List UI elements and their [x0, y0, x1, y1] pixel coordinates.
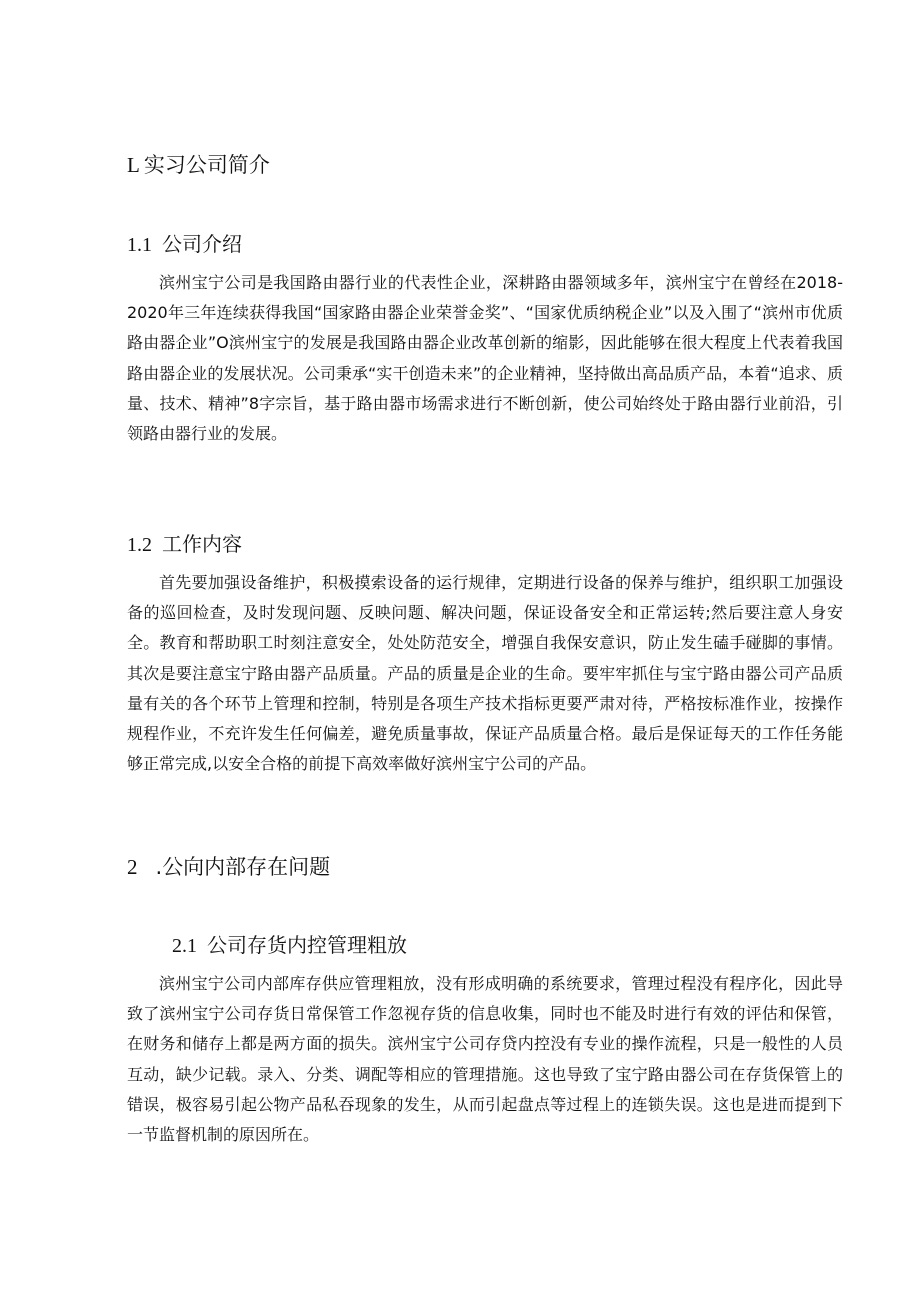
paragraph-work-content: 首先要加强设备维护，积极摸索设备的运行规律，定期进行设备的保养与维护，组织职工加强设备的巡回检查，及时发现问题、反映问题、解决问题，保证设备安全和正常运转;然后要注意人身安全。教育和帮助职工时刻注意安全，处处防范安全，增强自我保安意识，防止发生磕手碰脚的事情。其次是要注意宝宁路由器产品质量。产品的质量是企业的生命。要牢牢抓住与宝宁路由器公司产品质量有关的各个环节上管理和控制，特别是各项生产技术指标更要严肃对待，严格按标准作业，按操作规程作业，不充许发生任何偏差，避免质量事故，保证产品质量合格。最后是保证每天的工作任务能够正常完成,以安全合格的前提下高效率做好滨州宝宁公司的产品。	[127, 573, 843, 774]
section-heading-2	[127, 851, 330, 881]
section-title: 工作内容	[162, 532, 242, 556]
paragraph-company-intro: 滨州宝宁公司是我国路由器行业的代表性企业，深耕路由器领域多年，滨州宝宁在曾经在2018-2020年三年连续获得我国“国家路由器企业荣誉金奖”、“国家优质纳税企业”以及入围了“滨州市优质路由器企业”O滨州宝宁的发展是我国路由器企业改革创新的缩影，因此能够在很大程度上代表着我国路由器企业的发展状况。公司秉承“实干创造未来”的企业精神，坚持做出高品质产品，本着“追求、质量、技术、精神”8字宗旨，基于路由器市场需求进行不断创新，使公司始终处于路由器行业前沿，引领路由器行业的发展。	[127, 273, 843, 444]
section-title: 公司存货内控管理粗放	[207, 933, 407, 957]
section-heading-1-1	[127, 228, 242, 257]
section-heading-2-1	[172, 929, 407, 958]
section-title: .公向内部存在问题	[155, 855, 331, 879]
section-number: 1.2	[127, 534, 152, 556]
section-number: 2	[127, 855, 138, 879]
section-title: 实习公司简介	[143, 153, 270, 177]
section-number: L	[127, 153, 140, 177]
section-number: 1.1	[127, 234, 152, 256]
section-heading-1-2	[127, 528, 242, 557]
paragraph-inventory-control: 滨州宝宁公司内部库存供应管理粗放，没有形成明确的系统要求，管理过程没有程序化，因此导致了滨州宝宁公司存货日常保管工作忽视存货的信息收集，同时也不能及时进行有效的评估和保管，在财务和储存上都是两方面的损失。滨州宝宁公司存贷内控没有专业的操作流程，只是一般性的人员互动，缺少记载。录入、分类、调配等相应的管理措施。这也导致了宝宁路由器公司在存货保管上的错误，极容易引起公物产品私吞现象的发生，从而引起盘点等过程上的连锁失误。这也是进而提到下一节监督机制的原因所在。	[127, 974, 843, 1145]
section-number: 2.1	[172, 935, 197, 957]
section-title: 公司介绍	[162, 232, 242, 256]
section-heading-1	[127, 149, 270, 179]
